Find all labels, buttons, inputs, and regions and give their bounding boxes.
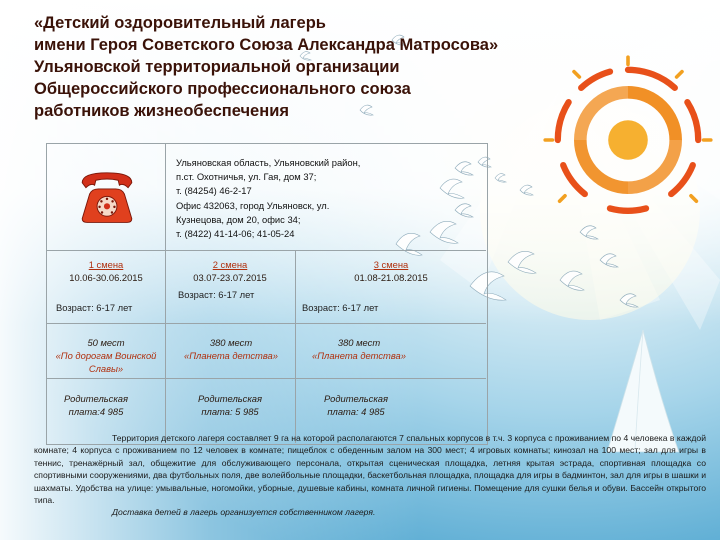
shift-2-header [170,258,290,284]
camp-description [34,432,706,519]
program-name: «Планета детства» [312,350,406,361]
contact-info [176,156,416,241]
age-label: Возраст: 6-17 лет [56,302,133,313]
shift-name: 1 смена [88,259,124,270]
shift-1-price [56,392,136,418]
title-line: Общероссийского профессионального союза [34,80,411,98]
program-name: «Планета детства» [184,350,278,361]
shift-dates: 01.08-21.08.2015 [354,272,428,283]
table-divider [46,250,486,251]
shift-2-program [170,336,292,362]
shift-3-header [298,258,484,284]
parent-fee: Родительская плата:4 985 [63,393,129,417]
places-count: 380 мест [209,337,253,348]
parent-fee: Родительская плата: 5 985 [197,393,263,417]
shift-dates: 03.07-23.07.2015 [193,272,267,283]
shift-1-header [50,258,162,284]
table-divider [46,323,486,324]
bird-icon [560,271,584,290]
bird-icon [600,254,618,267]
title-line: Ульяновской территориальной организации [34,58,400,76]
parent-fee: Родительская плата: 4 985 [323,393,389,417]
contact-line: Офис 432063, город Ульяновск, ул. [176,199,330,211]
page-title [34,12,574,122]
contact-line: п.ст. Охотничья, ул. Гая, дом 37; [176,171,317,183]
title-line: имени Героя Советского Союза Александра Матросова» [34,36,499,54]
contact-line: Ульяновская область, Ульяновский район, [176,157,361,168]
contact-line: т. (84254) 46-2-17 [176,185,252,197]
table-divider [46,378,486,379]
age-label: Возраст: 6-17 лет [178,289,255,300]
places-count: 380 мест [337,337,381,348]
table-divider [295,250,296,443]
title-line: работников жизнеобеспечения [34,102,289,120]
title-line: «Детский оздоровительный лагерь [34,14,326,32]
bird-icon [620,294,638,307]
table-divider [165,143,166,443]
bird-icon [508,251,536,273]
shift-name: 2 смена [212,259,248,270]
program-name: «По дорогам Воинской Славы» [55,350,157,374]
bird-icon [495,174,506,183]
shift-3-program [298,336,420,362]
telephone-icon [76,168,138,226]
contact-line: т. (8422) 41-14-06; 41-05-24 [176,228,295,240]
bird-icon [520,185,533,195]
shift-dates: 10.06-30.06.2015 [69,272,143,283]
shift-2-price [190,392,270,418]
shift-1-program [50,336,162,375]
bird-icon [580,226,598,239]
description-text: Территория детского лагеря составляет 9 га на которой располагаются 7 спальных корпусов в т.ч. 3 корпуса с проживанием по 4 человека в каждой комнате; 4 корпуса с проживанием по 12 человек в комнате; пищеблок с обеденным залом на 300 мест; 4 игровых комнаты; кинозал на 100 мест; зал для игры в теннис, тренажёрный зал, общежитие для обслуживающего персонала, открытая сценическая площадка, летняя крытая эстрада, спортивная площадка со спортивными сооружениями, два футбольных поля, две волейбольные площадки, баскетбольная площадка, площадка для игры в бадминтон, зал для игры в шашки и шахматы. Удобства на улице: умывальные, ногомойки, уборные, душевые кабины, комната личной гигиены. Помещение для сушки белья и обуви. Бассейн открытого типа. [34,433,706,506]
contact-line: Кузнецова, дом 20, офис 34; [176,213,301,225]
shift-3-price [316,392,396,418]
shift-name: 3 смена [373,259,409,270]
places-count: 50 мест [87,337,125,348]
description-note: Доставка детей в лагерь организуется собственником лагеря. [112,507,376,518]
age-label: Возраст: 6-17 лет [302,302,379,313]
